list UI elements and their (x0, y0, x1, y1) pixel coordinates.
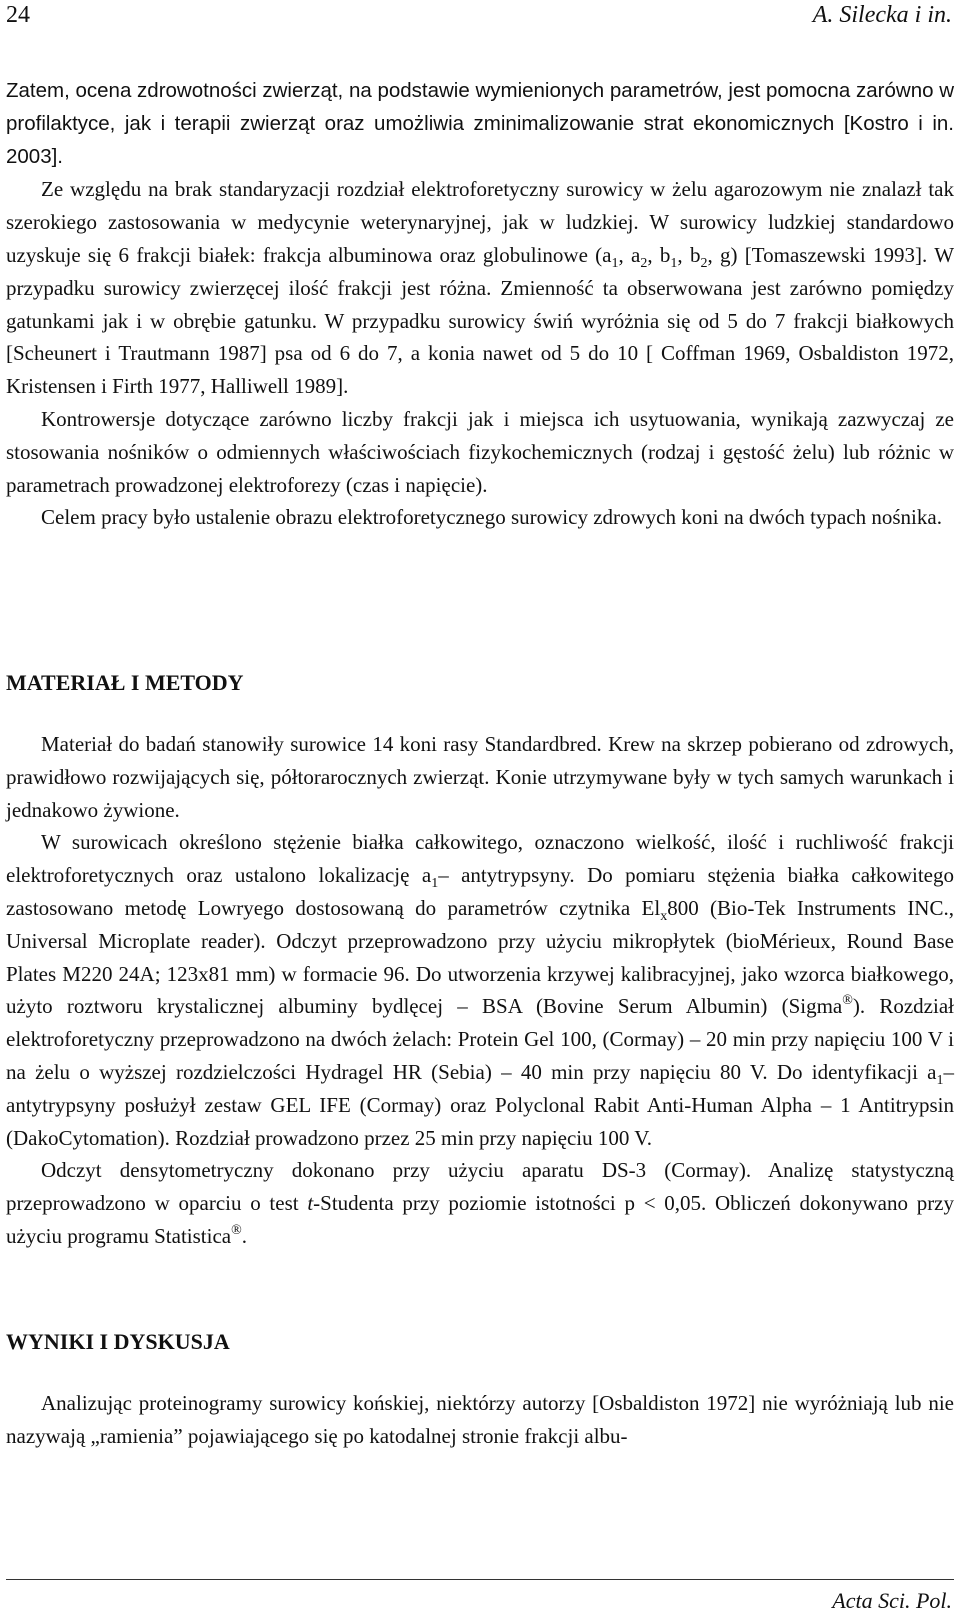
journal-name: Acta Sci. Pol. (832, 1588, 952, 1613)
subscript: 2 (640, 255, 648, 271)
results-paragraph-1: Analizując proteinogramy surowicy końskiej, niektórzy autorzy [Osbaldiston 1972] nie wyróżniają lub nie nazywają „ramienia” pojawiającego się po katodalnej stronie frakcji albu- (6, 1391, 954, 1448)
methods-p2-text-a: W surowicach określono stężenie białka całkowitego, oznaczono wielkość, ilość i ruchliwość frakcji elektroforetycznych oraz ustalono lokalizację a (6, 830, 954, 888)
methods-paragraph-2 (6, 826, 954, 1154)
subscript: 1 (611, 255, 619, 271)
intro-paragraph-4: Celem pracy było ustalenie obrazu elektroforetycznego surowicy zdrowych koni na dwóch typach nośnika. (41, 505, 942, 530)
registered-mark: ® (842, 993, 853, 1009)
intro-paragraph-3: Kontrowersje dotyczące zarówno liczby frakcji jak i miejsca ich usytuowania, wynikają zazwyczaj ze stosowania nośników o odmiennych właściwościach fizykochemicznych (rodzaj i gęstość żelu) lub różnic w parametrach prowadzonej elektroforezy (czas i napięcie). (6, 406, 954, 497)
methods-p2-text-c: 800 (Bio-Tek Instruments INC., Universal Microplate reader). Odczyt przeprowadzono przy użyciu mikropłytek (bioMérieux, Round Base Plates M220 24A; 123x81 mm) w formacie 96. Do utworzenia krzywej kalibracyjnej, jako wzorca białkowego, użyto roztworu krystalicznej albuminy bydlęcej – BSA (Bovine Serum Albumin) (Sigma (6, 895, 954, 1019)
results-section (6, 1387, 954, 1453)
italic-t: t (307, 1191, 314, 1216)
methods-section (6, 728, 954, 1253)
subscript: 1 (670, 255, 678, 271)
intro-paragraph-2 (6, 173, 954, 403)
intro-paragraph-1: Zatem, ocena zdrowotności zwierząt, na podstawie wymienionych parametrów, jest pomocna zarówno w profilaktyce, jak i terapii zwierząt oraz umożliwia zminimalizowanie strat ekonomicznych [Kostro i in. 2003]. (6, 79, 954, 168)
methods-p3-text-c: . (241, 1223, 247, 1248)
intro-p2-text-e: , g) [Tomaszewski 1993]. W przypadku surowicy zwierzęcej ilość frakcji jest różna. Zmienność ta obserwowana jest zarówno pomiędzy gatunkami jak i w obrębie gatunku. W przypadku surowicy świń wyróżnia się od 5 do 7 frakcji białkowych [Scheunert i Trautmann 1987] psa od 6 do 7, a konia nawet od 5 do 10 [ Coffman 1969, Osbaldiston 1972, Kristensen i Firth 1977, Halliwell 1989]. (6, 242, 955, 399)
running-head: A. Silecka i in. (812, 2, 952, 28)
methods-p2-text-d: ). Rozdział elektroforetyczny przeprowadzono na dwóch żelach: Protein Gel 100, (Cormay) – 20 min przy napięciu 100 V i na żelu o wyższej rozdzielczości Hydragel HR (Sebia) – 40 min przy napięciu 80 V. Do identyfikacji a (6, 994, 954, 1084)
registered-mark: ® (231, 1222, 242, 1238)
methods-p2-text-b: – antytrypsyny. Do pomiaru stężenia białka całkowitego zastosowano metodę Lowryego dostosowaną do parametrów czytnika El (6, 863, 955, 920)
page-number: 24 (6, 2, 30, 28)
intro-p2-text-b: , a (618, 242, 641, 267)
intro-p2-text-c: , b (647, 242, 671, 267)
section-heading-results: WYNIKI I DYSKUSJA (6, 1329, 230, 1354)
subscript: 2 (700, 255, 708, 271)
intro-p2-text-a: Ze względu na brak standaryzacji rozdział elektroforetyczny surowicy w żelu agarozowym nie znalazł tak szerokiego zastosowania w medycynie weterynaryjnej, jak w ludzkiej. W surowicy ludzkiej standardowo uzyskuje się 6 frakcji białek: frakcja albuminowa oraz globulinowe (a (6, 177, 954, 267)
methods-p3-text-b: -Studenta przy poziomie istotności p < 0,05. Obliczeń dokonywano przy użyciu programu Statistica (6, 1191, 955, 1248)
methods-p3-text-a: Odczyt densytometryczny dokonano przy użyciu aparatu DS-3 (Cormay). Analizę statystyczną przeprowadzono w oparciu o test (6, 1158, 954, 1216)
subscript: x (660, 908, 668, 924)
subscript: 1 (431, 876, 439, 892)
footer-divider (6, 1579, 954, 1580)
methods-p2-text-e: – antytrypsyny posłużył zestaw GEL IFE (Cormay) oraz Polyclonal Rabit Anti-Human Alpha – 1 Antitrypsin (DakoCytomation). Rozdział prowadzono przez 25 min przy napięciu 100 V. (6, 1059, 954, 1150)
section-heading-methods: MATERIAŁ I METODY (6, 670, 244, 695)
intro-p2-text-d: , b (677, 242, 701, 267)
methods-paragraph-1: Materiał do badań stanowiły surowice 14 koni rasy Standardbred. Krew na skrzep pobierano od zdrowych, prawidłowo rozwijających się, półtorarocznych zwierząt. Konie utrzymywane były w tych samych warunkach i jednakowo żywione. (6, 732, 954, 822)
subscript: 1 (936, 1072, 944, 1088)
introduction-section (6, 75, 954, 534)
methods-paragraph-3 (6, 1154, 954, 1252)
